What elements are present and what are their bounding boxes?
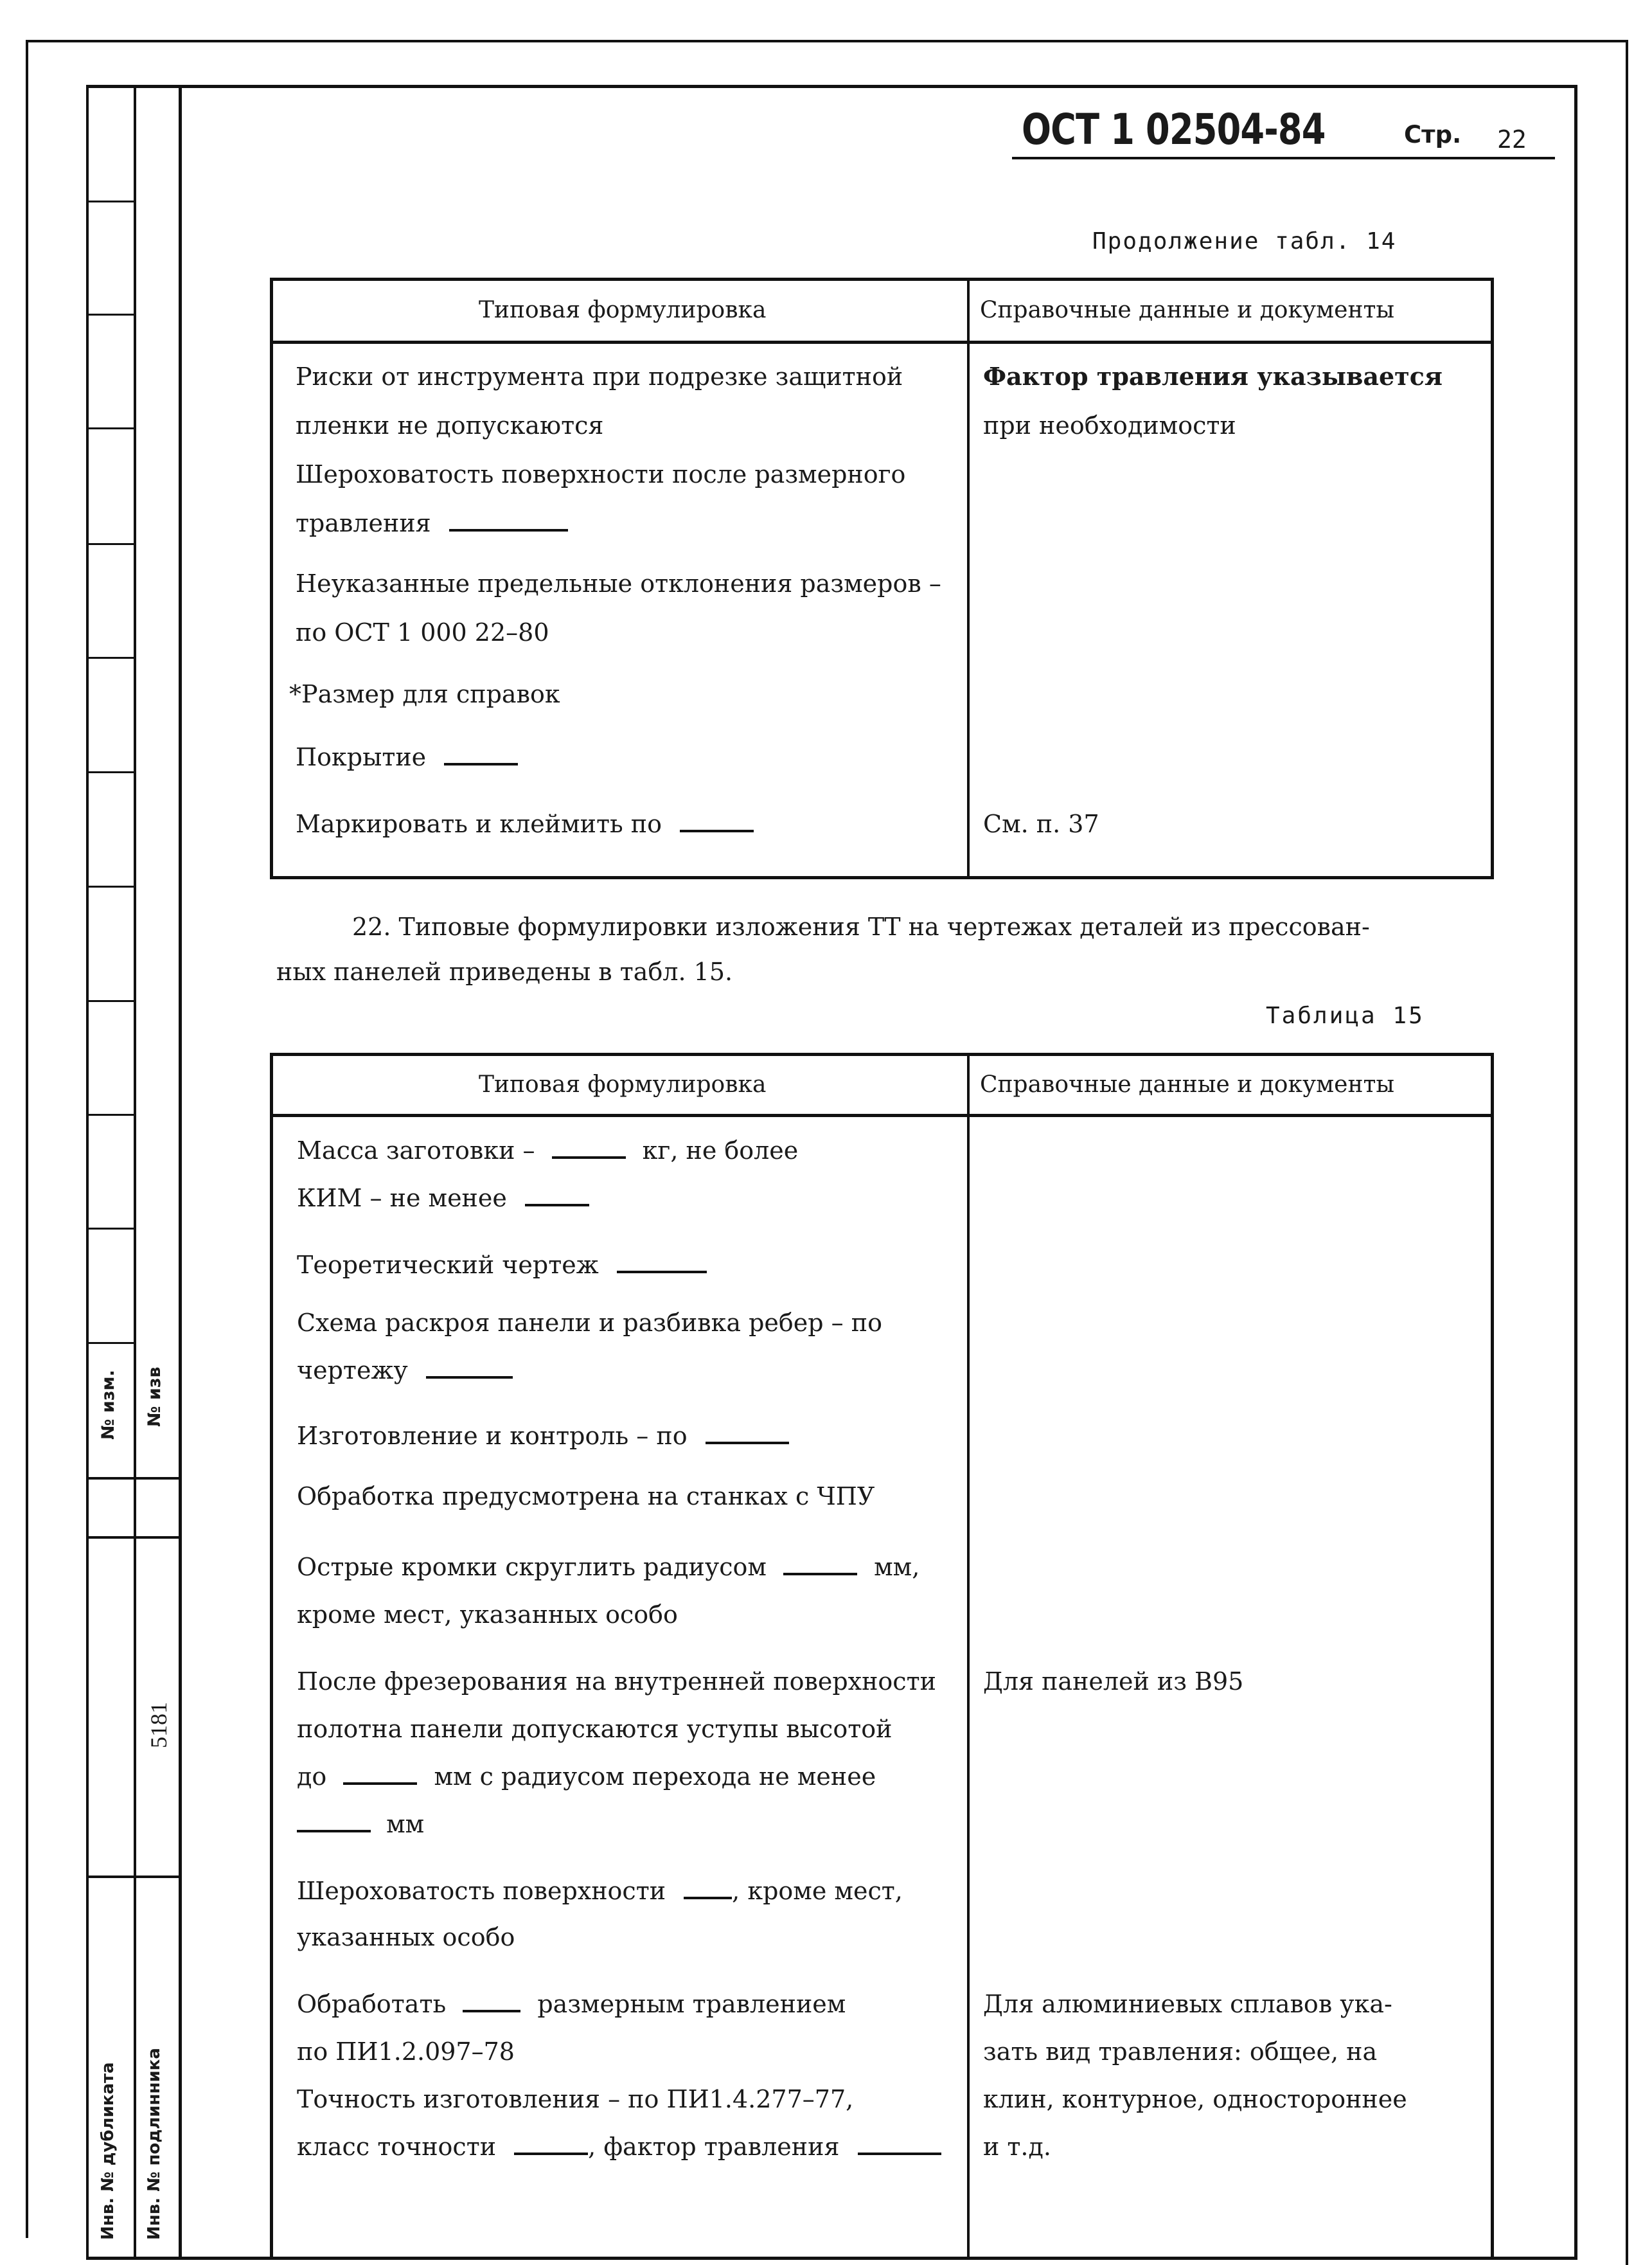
table15-row: Обработка предусмотрена на станках с ЧПУ [297,1482,875,1510]
fill-in-blank [525,1191,589,1206]
row-text: Острые кромки скруглить радиусом [297,1553,767,1581]
margin-inv-podl-label: Инв. № подлинника [145,2048,164,2240]
row-text-after: мм, [874,1553,920,1581]
row-text: Шероховатость поверхности [297,1877,666,1905]
table14-row [296,733,518,782]
table15-ref: зать вид травления: общее, на [983,2037,1378,2066]
row-text: Обработать [297,1990,447,2018]
fill-in-blank [858,2140,941,2155]
table15-ref: Для алюминиевых сплавов ука- [983,1990,1392,2018]
row-text-after: , фактор травления [588,2133,840,2161]
fill-in-blank [684,1884,732,1899]
row-text: Теоретический чертеж [297,1251,599,1279]
table14-col2-header: Справочные данные и документы [980,297,1395,323]
fill-in-blank [343,1769,417,1785]
table15-row [297,1752,876,1801]
row-text-after: мм с радиусом перехода не менее [434,1762,876,1791]
fill-in-blank [297,1817,371,1832]
table14-row: пленки не допускаются [296,411,604,440]
table14-row [296,499,568,548]
row-text-after: кг, не более [642,1136,799,1165]
table15-row [297,1867,903,1915]
table15-col1-header: Типовая формулировка [479,1071,767,1098]
table15-row: кроме мест, указанных особо [297,1600,678,1629]
table14-row: по ОСТ 1 000 22–80 [296,618,549,647]
row-text: класс точности [297,2133,497,2161]
margin-inv-number: 5181 [146,1702,172,1748]
fill-in-blank [552,1143,626,1159]
table15-caption: Таблица 15 [1266,1003,1425,1029]
table15-row: по ПИ1.2.097–78 [297,2037,515,2066]
table14-ref: Фактор травления указывается [983,362,1443,391]
table14-row: Неуказанные предельные отклонения размеров – [296,569,941,598]
table14-row: Шероховатость поверхности после размерного [296,460,906,488]
table15-row: полотна панели допускаются уступы высотой [297,1715,893,1743]
paragraph-22-line1: 22. Типовые формулировки изложения ТТ на чертежах деталей из прессован- [352,913,1370,941]
table14-ref: при необходимости [983,411,1236,440]
table14-caption: Продолжение табл. 14 [1092,228,1397,255]
table15-row [297,1411,789,1460]
row-text: Изготовление и контроль – по [297,1422,688,1450]
table15-row: После фрезерования на внутренней поверхности [297,1667,936,1696]
margin-inv-dubl-label: Инв. № дубликата [98,2062,118,2240]
table15-row [297,1174,589,1222]
fill-in-blank [444,750,518,765]
table15-ref: клин, контурное, одностороннее [983,2085,1407,2113]
table14-row [296,800,754,848]
table15-row: Точность изготовления – по ПИ1.4.277–77, [297,2085,854,2113]
table14-row: Риски от инструмента при подрезке защитной [296,363,903,391]
paragraph-22-line2: ных панелей приведены в табл. 15. [276,958,733,986]
row-text: Масса заготовки – [297,1136,535,1165]
table15-ref: и т.д. [983,2133,1051,2161]
table15-row [297,1346,513,1395]
table15-row [297,1543,919,1591]
table15-row: указанных особо [297,1923,515,1951]
page-label: Стр. [1404,121,1462,148]
row-text: чертежу [297,1356,408,1384]
document-code: ОСТ 1 02504-84 [1022,105,1326,154]
table15-row: Схема раскроя панели и разбивка ребер – по [297,1309,882,1337]
table15-row [297,1240,707,1289]
table14-ref: См. п. 37 [983,810,1099,838]
margin-izv-label: № изв [145,1366,164,1427]
table15-row [297,1980,846,2028]
table15-row [297,1800,424,1849]
fill-in-blank [426,1363,513,1379]
fill-in-blank [680,817,754,832]
fill-in-blank [449,516,568,532]
row-text: мм [386,1810,425,1838]
table14-row: *Размер для справок [289,680,560,708]
table15-row [297,1126,798,1175]
table15-col2-header: Справочные данные и документы [980,1071,1395,1098]
fill-in-blank [617,1258,707,1273]
page-number: 22 [1497,125,1527,154]
table15-row [297,2122,941,2171]
fill-in-blank [463,1997,520,2012]
row-text: КИМ – не менее [297,1184,507,1212]
fill-in-blank [706,1429,789,1444]
row-text-after: размерным травлением [537,1990,846,2018]
row-text: Покрытие [296,743,427,771]
fill-in-blank [514,2140,588,2155]
row-text: Маркировать и клеймить по [296,810,662,838]
table15-ref: Для панелей из В95 [983,1667,1244,1696]
row-text-after: , кроме мест, [732,1877,903,1905]
margin-izm-label: № изм. [98,1370,118,1440]
row-text: до [297,1762,327,1791]
row-text: травления [296,509,431,537]
table14-col1-header: Типовая формулировка [479,297,767,323]
fill-in-blank [783,1560,857,1575]
